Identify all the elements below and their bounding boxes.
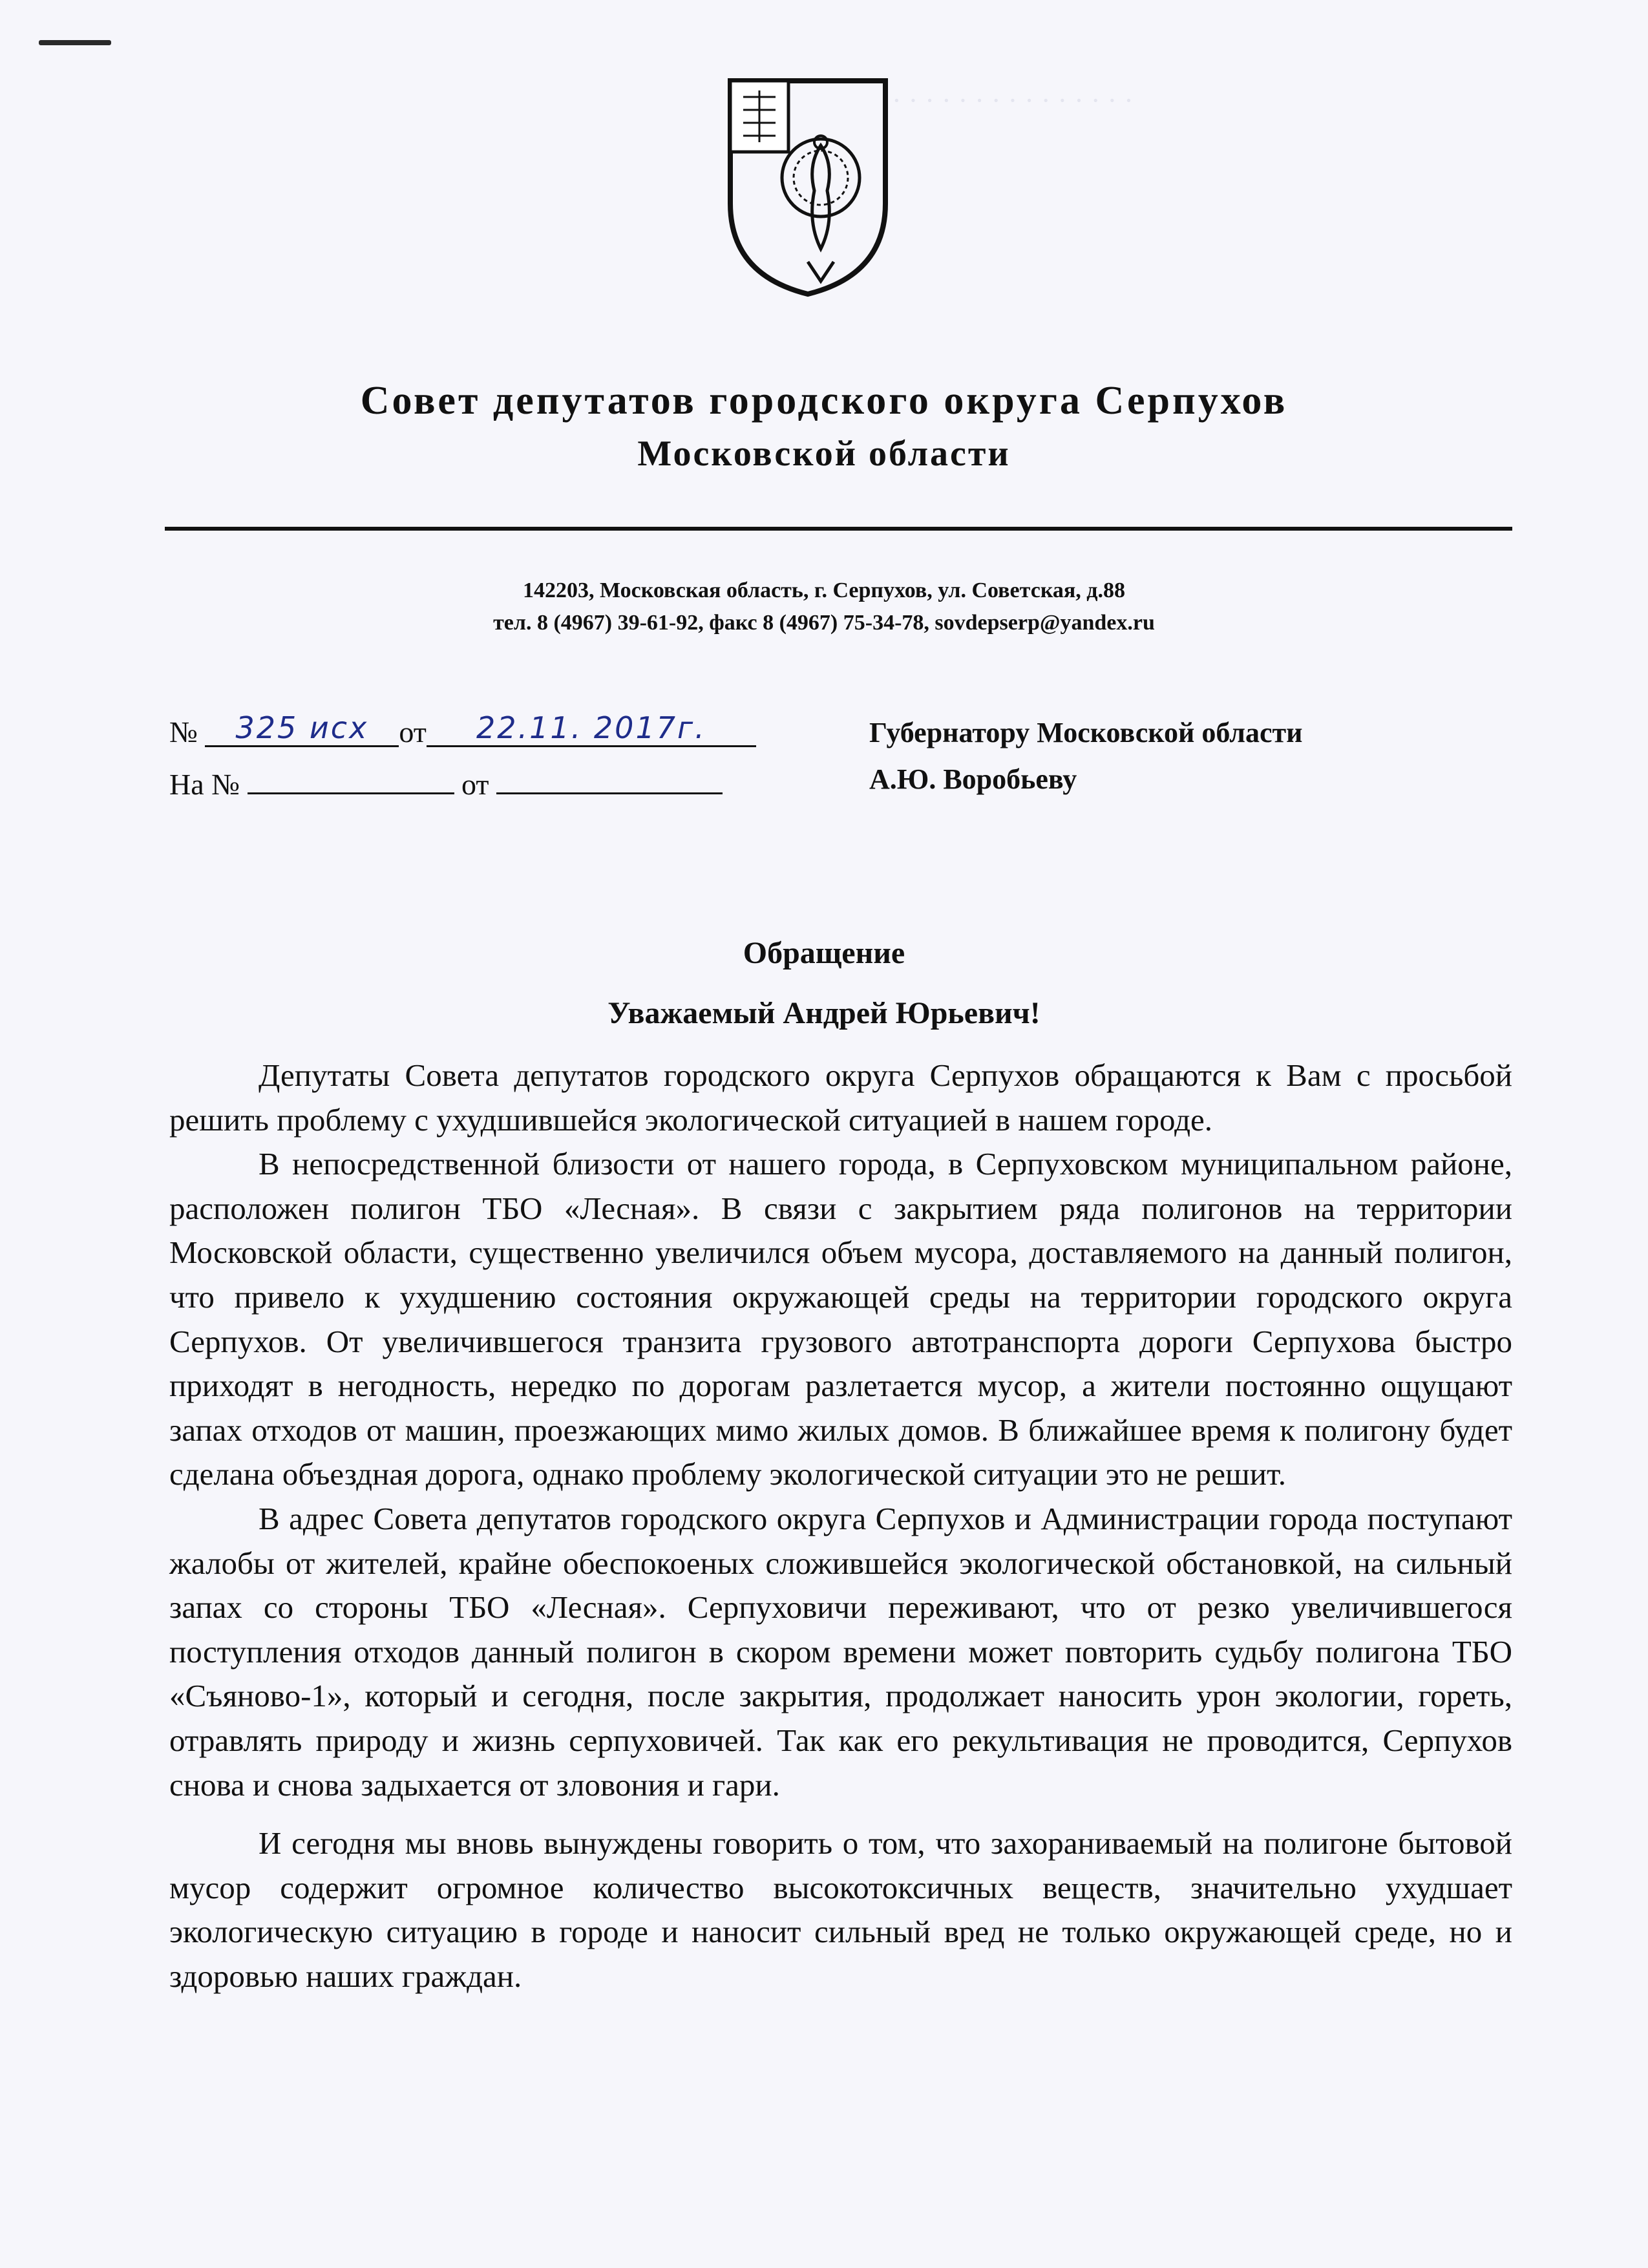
organization-region: Московской области [637, 434, 1011, 474]
addressee-position: Губернатору Московской области [869, 717, 1303, 748]
reply-date-field [496, 761, 723, 794]
scan-edge-mark [39, 40, 111, 45]
body-paragraph: В непосредственной близости от нашего города, в Серпуховском муниципальном районе, расположен полигон ТБО «Лесная». В связи с закрытием ряда полигонов на территории Московской области, существенно увеличился объем мусора, доставляемого на данный полигон, что привело к ухудшению состояния окружающей среды на территории городского округа Серпухов. От увеличившегося транзита грузового автотранспорта дороги Серпухова быстро приходят в негодность, нередко по дорогам разлетается мусор, а жители постоянно ощущают запах отходов от машин, проезжающих мимо жилых домов. В ближайшее время к полигону будет сделана объездная дорога, однако проблему экологической ситуации это не решит. [169, 1146, 1512, 1492]
reply-date-label: от [461, 768, 489, 801]
outgoing-registration-line [169, 710, 756, 749]
organization-contacts: тел. 8 (4967) 39-61-92, факс 8 (4967) 75-34-78, sovdepserp@yandex.ru [493, 611, 1155, 635]
reply-registration-line [169, 761, 723, 801]
letterhead-divider [165, 527, 1512, 531]
document-title: Обращение [743, 936, 905, 970]
reply-number-field [248, 761, 454, 794]
bleed-through-text: · · · · · · · · · · · · · · · [892, 85, 1134, 116]
outgoing-number-value: 325 исх [235, 710, 369, 745]
outgoing-date-field [427, 710, 756, 747]
body-paragraph: В адрес Совета депутатов городского округа Серпухов и Администрации города поступают жалобы от жителей, крайне обеспокоеных сложившейся экологической обстановкой, на сильный запах со стороны ТБО «Лесная». Серпуховичи переживают, что от резко увеличившегося поступления отходов данный полигон в скором времени может повторить судьбу полигона ТБО «Съяново-1», который и сегодня, после закрытия, продолжает наносить урон экологии, гореть, отравлять природу и жизнь серпуховичей. Так как его рекультивация не проводится, Серпухов снова и снова задыхается от зловония и гари. [169, 1500, 1512, 1803]
outgoing-date-label: от [399, 715, 427, 748]
body-paragraph: Депутаты Совета депутатов городского округа Серпухов обращаются к Вам с просьбой решить проблему с ухудшившейся экологической ситуацией в нашем городе. [169, 1057, 1512, 1138]
organization-address: 142203, Московская область, г. Серпухов, ул. Советская, д.88 [522, 578, 1125, 602]
outgoing-number-field [205, 710, 399, 747]
outgoing-number-label: № [169, 715, 198, 748]
salutation: Уважаемый Андрей Юрьевич! [607, 996, 1041, 1030]
outgoing-date-value: 22.11. 2017г. [476, 710, 706, 745]
addressee-name: А.Ю. Воробьеву [869, 763, 1077, 795]
body-paragraph: И сегодня мы вновь вынуждены говорить о том, что захораниваемый на полигоне бытовой мусор содержит огромное количество высокотоксичных веществ, значительно ухудшает экологическую ситуацию в городе и наносит сильный вред не только окружающей среде, но и здоровью наших граждан. [169, 1825, 1512, 1994]
organization-name: Совет депутатов городского округа Серпухов [360, 379, 1288, 423]
letter-body [169, 1054, 1512, 1998]
reply-number-label: На № [169, 768, 240, 801]
coat-of-arms-icon [717, 68, 898, 301]
